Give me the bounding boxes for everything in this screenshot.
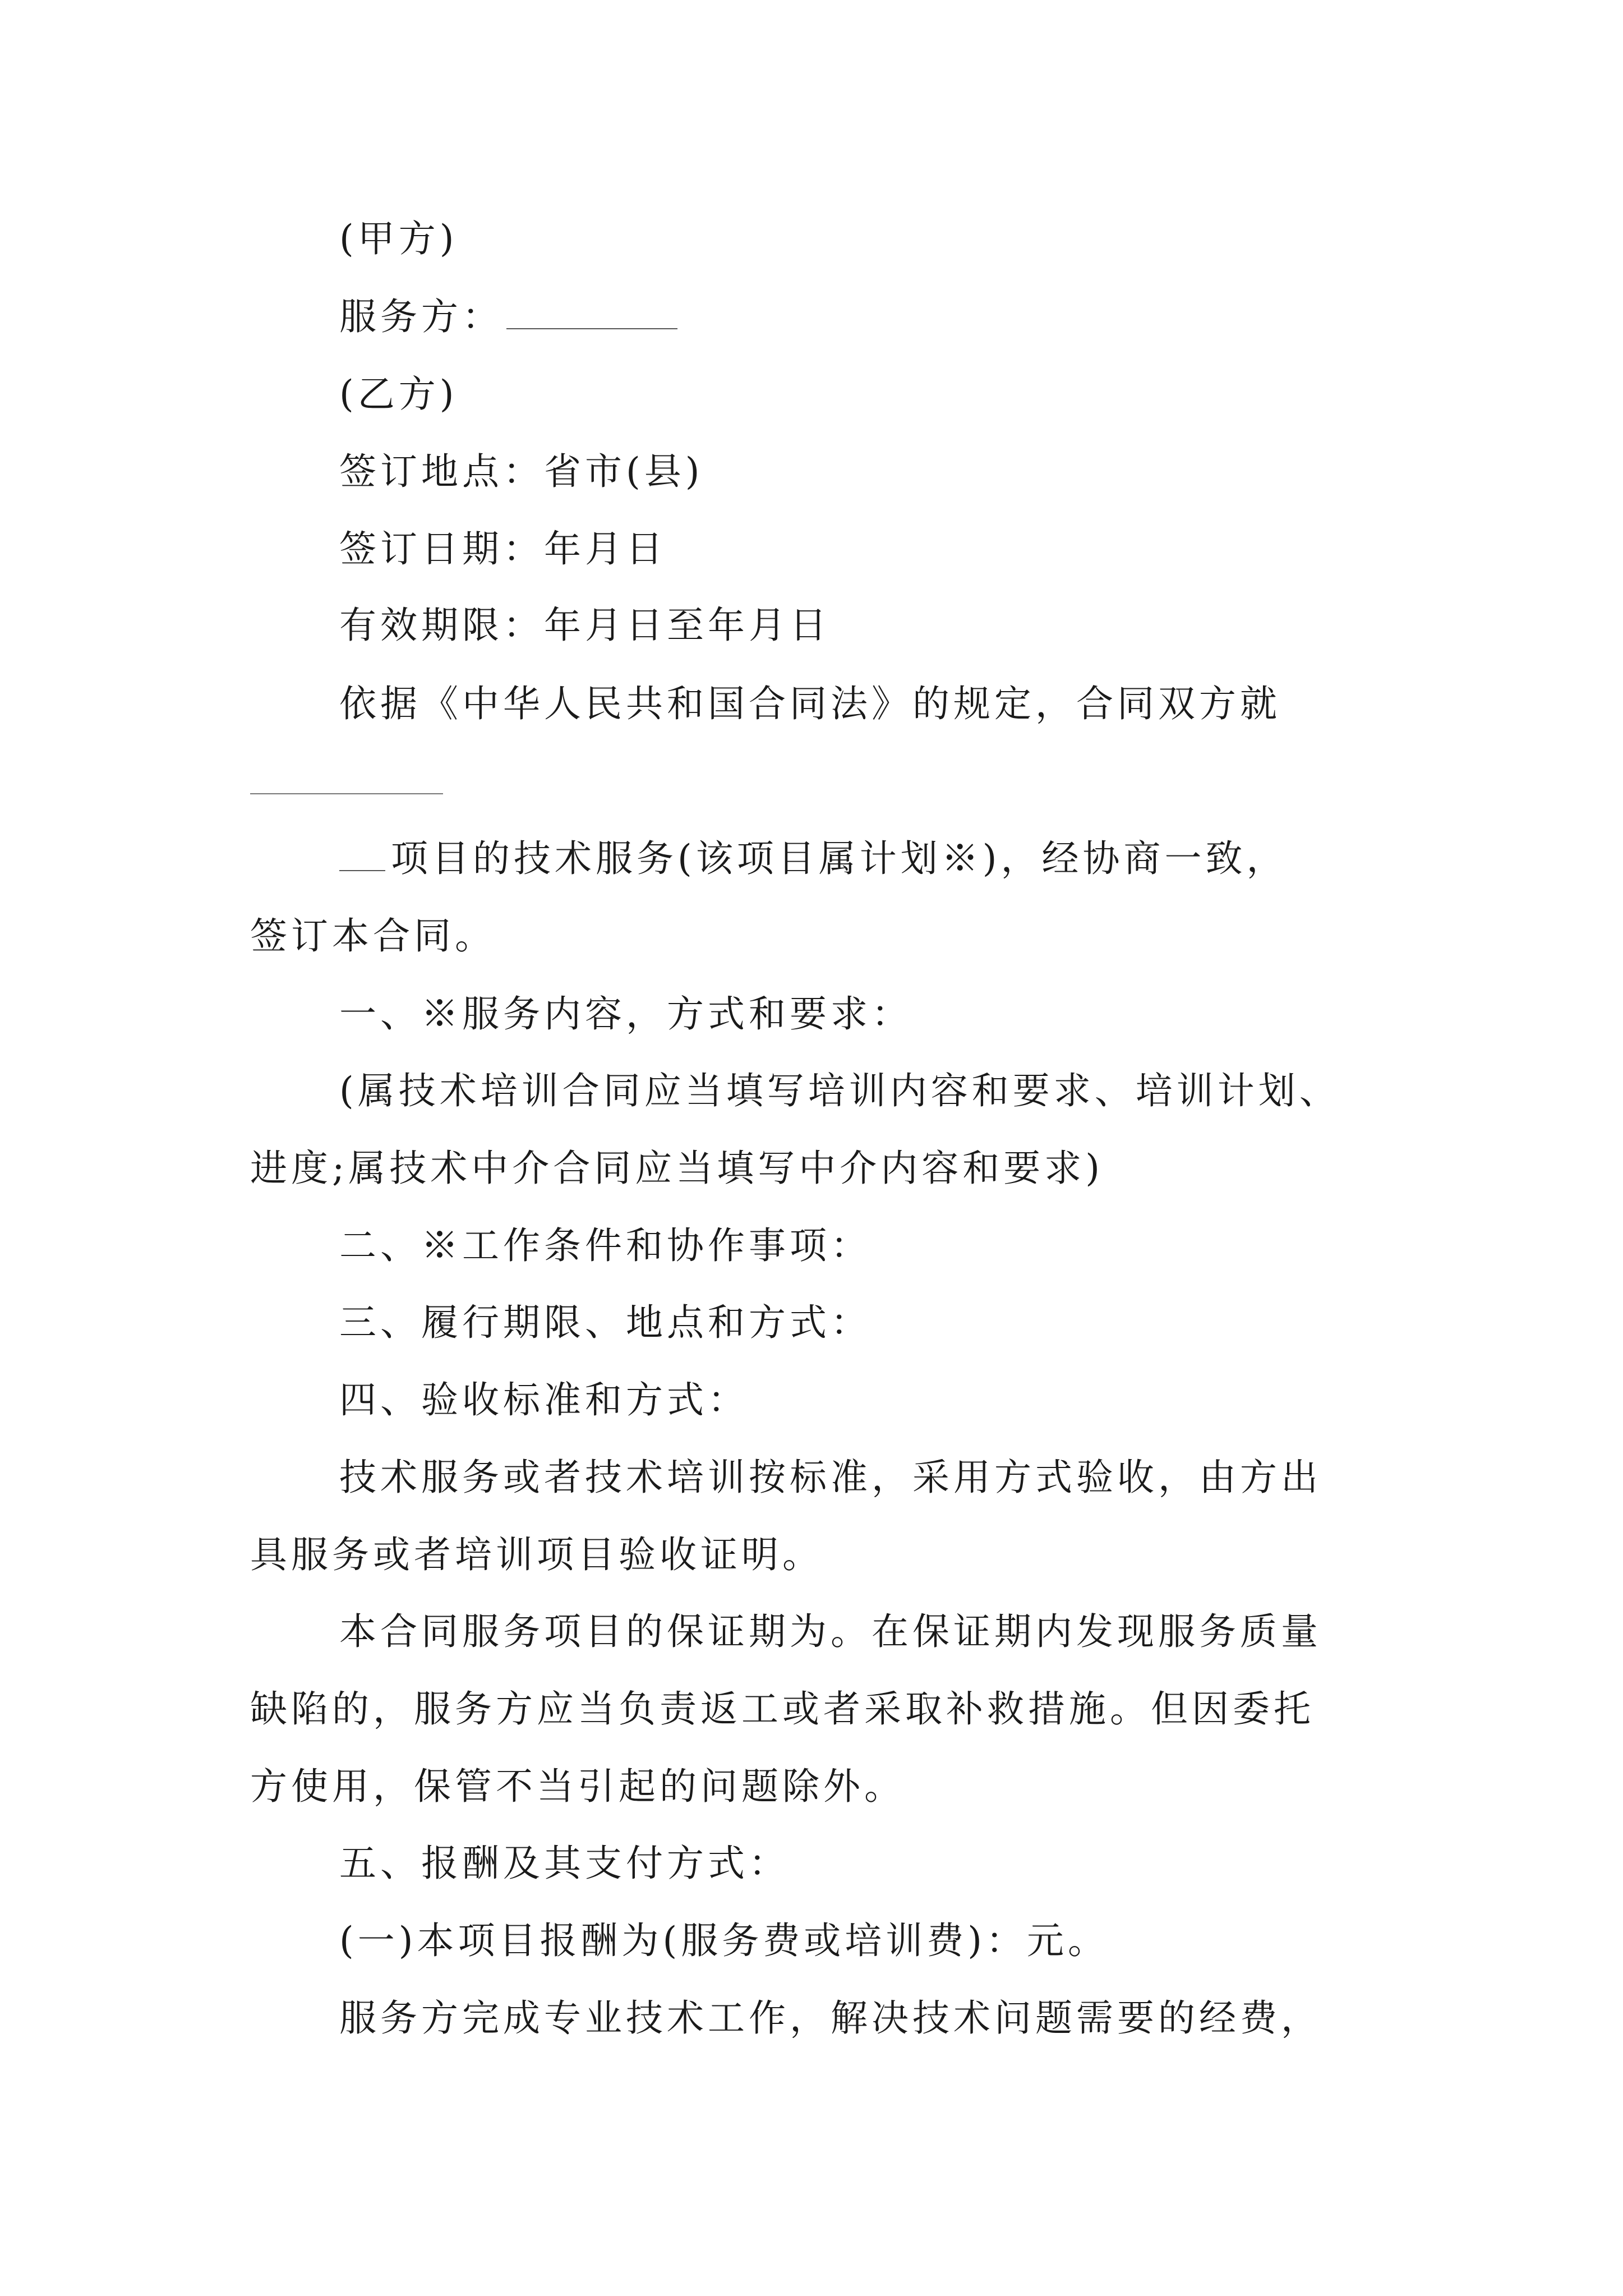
basis-line: 依据《中华人民共和国合同法》的规定，合同双方就 [339,682,1281,725]
project-line-1 [339,837,1288,880]
clause-1-note-1: (属技术培训合同应当填写培训内容和要求、培训计划、 [339,1069,1340,1112]
fill-in-rule [250,793,443,794]
project-name-blank [339,864,385,871]
clause-4-p2-line-2: 缺陷的，服务方应当负责返工或者采取补救措施。但因委托 [250,1687,1315,1731]
valid-period: 有效期限：年月日至年月日 [339,604,831,647]
clause-4-p2-line-3: 方使用，保管不当引起的问题除外。 [250,1765,905,1808]
clause-2-title: 二、※工作条件和协作事项： [339,1224,872,1267]
service-party-blank [506,323,677,329]
clause-5-p1-line-1: 服务方完成专业技术工作，解决技术问题需要的经费， [339,1996,1322,2040]
sign-place: 签订地点：省市(县) [339,450,704,493]
clause-5-item-1: (一)本项目报酬为(服务费或培训费)：元。 [339,1919,1109,1962]
party-a-label: (甲方) [339,217,458,260]
sign-date: 签订日期：年月日 [339,527,667,570]
clause-4-p1-line-2: 具服务或者培训项目验收证明。 [250,1533,823,1576]
clause-5-title: 五、报酬及其支付方式： [339,1842,790,1885]
clause-1-note-2: 进度;属技术中介合同应当填写中介内容和要求) [250,1147,1104,1190]
clause-3-title: 三、履行期限、地点和方式： [339,1301,872,1344]
service-party-label: 服务方： [339,295,503,338]
clause-1-title: 一、※服务内容，方式和要求： [339,992,912,1036]
project-line-1-text: 项目的技术服务(该项目属计划※)，经协商一致， [391,837,1288,880]
clause-4-title: 四、验收标准和方式： [339,1378,749,1421]
clause-4-p2-line-1: 本合同服务项目的保证期为。在保证期内发现服务质量 [339,1610,1322,1653]
party-b-label: (乙方) [339,372,458,416]
clause-4-p1-line-1: 技术服务或者技术培训按标准，采用方式验收，由方出 [339,1456,1322,1499]
service-party-line [339,295,677,338]
project-line-2: 签订本合同。 [250,914,496,958]
